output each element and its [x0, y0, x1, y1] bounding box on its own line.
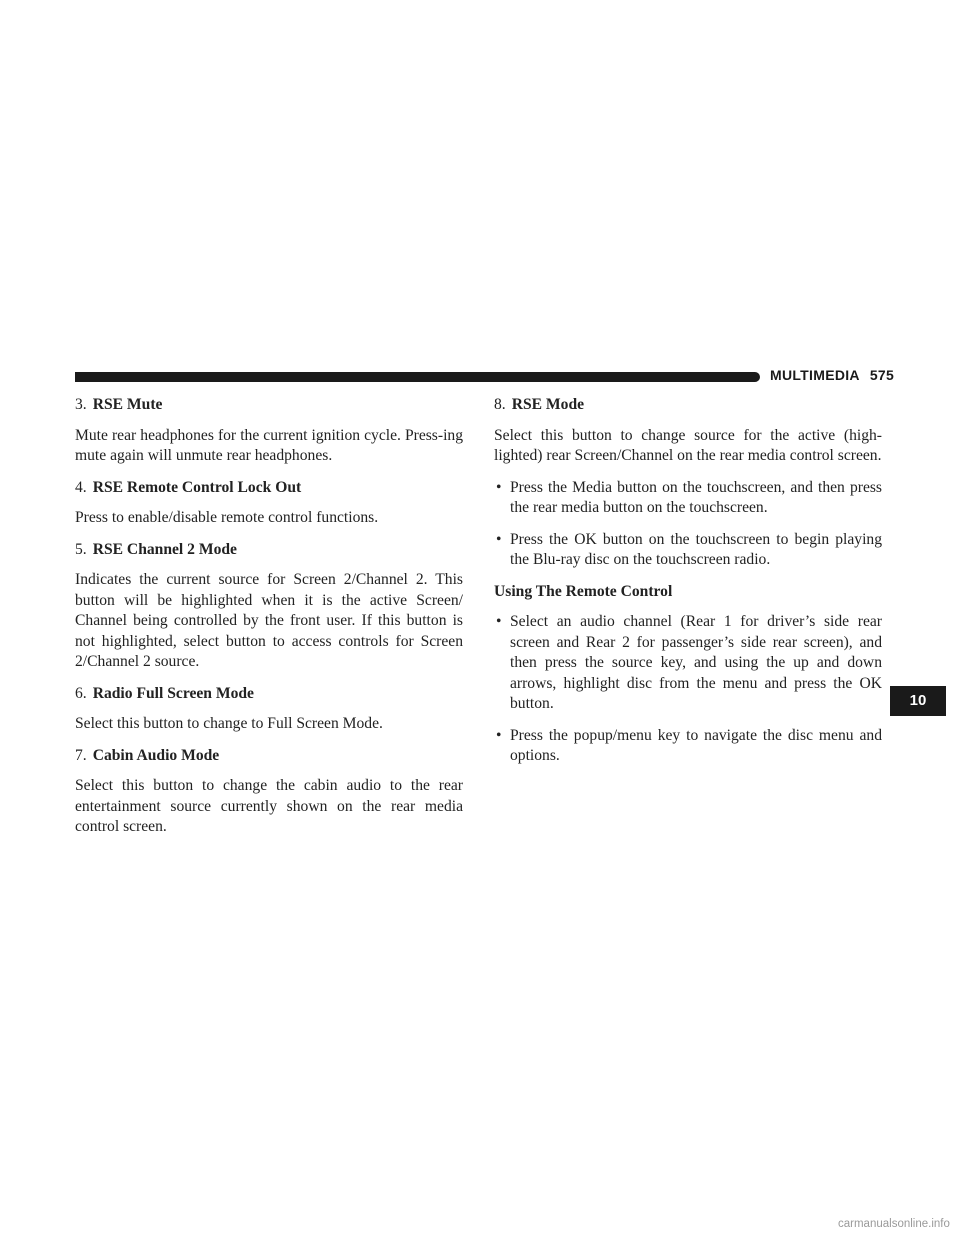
bullet-text: Press the popup/menu key to navigate the disc menu and options.: [510, 726, 882, 764]
bullet-icon: •: [496, 478, 502, 496]
item-title: Radio Full Screen Mode: [92, 684, 254, 702]
item-heading: [75, 540, 463, 561]
list-item: [494, 612, 882, 715]
bullet-text: Press the OK button on the touchscreen to begin playing the Blu-ray disc on the touchscreen radio.: [510, 530, 882, 568]
item-number: 5.: [75, 540, 87, 558]
item-body: Select this button to change source for the active (high-lighted) rear Screen/Channel on the rear media control screen.: [494, 426, 882, 464]
item-body: Select this button to change the cabin audio to the rear entertainment source currently shown on the rear media control screen.: [75, 777, 463, 835]
item-title: RSE Channel 2 Mode: [92, 540, 237, 558]
list-item: [494, 726, 882, 767]
item-number: 7.: [75, 746, 87, 764]
item-number: 3.: [75, 396, 87, 413]
list-item: [494, 530, 882, 571]
item-body: Mute rear headphones for the current ignition cycle. Press-ing mute again will unmute rear headphones.: [75, 426, 463, 464]
list-item: [494, 478, 882, 519]
item-heading: [494, 395, 882, 416]
right-column: [494, 395, 882, 778]
running-header: [770, 367, 894, 383]
item-body: Press to enable/disable remote control functions.: [75, 509, 379, 526]
bullet-icon: •: [496, 530, 502, 548]
item-title: RSE Mute: [92, 396, 163, 413]
item-heading: [75, 684, 463, 705]
item-number: 8.: [494, 396, 506, 413]
item-number: 6.: [75, 684, 87, 702]
bullet-icon: •: [496, 726, 502, 744]
bullet-list: [494, 612, 882, 767]
item-body: Indicates the current source for Screen 2/Channel 2. This button will be highlighted when it is the active Screen/ Channel being controlled by the front user. If this button is not highlighted, select button to access controls for Screen 2/Channel 2 source.: [75, 571, 463, 670]
page-number: 575: [869, 367, 895, 383]
item-title: RSE Mode: [511, 396, 585, 413]
item-heading: [75, 395, 463, 416]
header-rule: [75, 372, 760, 382]
item-body: Select this button to change to Full Screen Mode.: [75, 715, 383, 732]
watermark: carmanualsonline.info: [838, 1218, 950, 1230]
item-heading: [75, 746, 463, 767]
bullet-text: Select an audio channel (Rear 1 for driver’s side rear screen and Rear 2 for passenger’s side rear screen), and then press the source key, and using the up and down arrows, highlight disc from the menu and press the OK button.: [510, 613, 882, 712]
chapter-tab: 10: [890, 686, 946, 716]
item-title: Cabin Audio Mode: [92, 746, 220, 764]
item-number: 4.: [75, 478, 87, 496]
left-column: [75, 395, 463, 849]
bullet-list: [494, 478, 882, 571]
item-title: RSE Remote Control Lock Out: [92, 478, 302, 496]
section-title: MULTIMEDIA: [770, 367, 860, 383]
bullet-text: Press the Media button on the touchscreen, and then press the rear media button on the touchscreen.: [510, 478, 882, 516]
section-subheading: Using The Remote Control: [494, 582, 673, 600]
bullet-icon: •: [496, 613, 502, 630]
item-heading: [75, 478, 463, 499]
